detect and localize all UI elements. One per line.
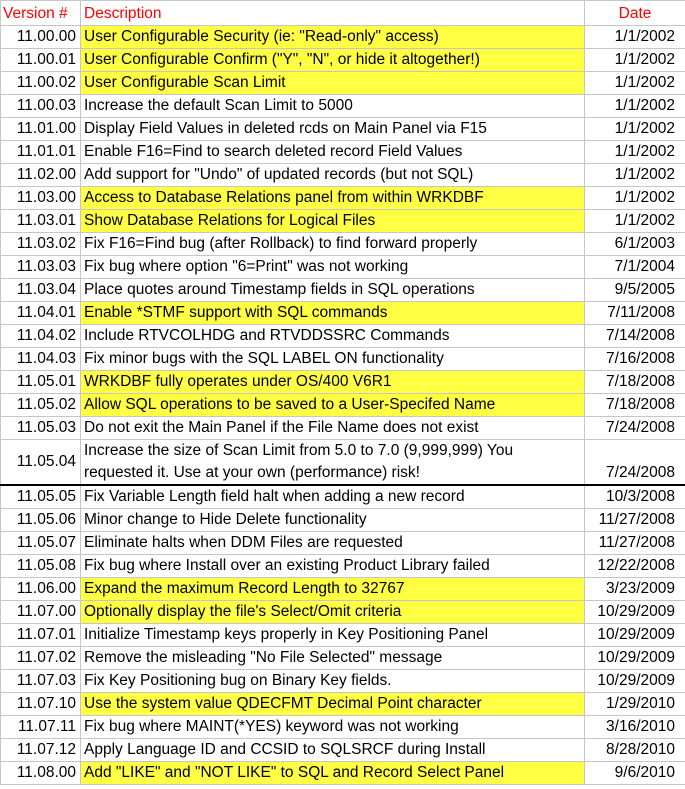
date-cell: 10/29/2009 bbox=[585, 624, 685, 647]
table-row bbox=[1, 601, 685, 624]
table-row bbox=[1, 716, 685, 739]
date-cell: 10/29/2009 bbox=[585, 601, 685, 624]
table-row bbox=[1, 256, 685, 279]
date-cell: 1/1/2002 bbox=[585, 72, 685, 95]
version-cell: 11.05.02 bbox=[1, 394, 81, 417]
table-row bbox=[1, 302, 685, 325]
version-cell: 11.00.00 bbox=[1, 26, 81, 49]
date-cell: 7/14/2008 bbox=[585, 325, 685, 348]
version-cell: 11.03.02 bbox=[1, 233, 81, 256]
description-cell: Fix bug where MAINT(*YES) keyword was not working bbox=[81, 716, 585, 739]
table-row bbox=[1, 210, 685, 233]
version-cell: 11.04.01 bbox=[1, 302, 81, 325]
date-cell: 7/18/2008 bbox=[585, 371, 685, 394]
table-row bbox=[1, 739, 685, 762]
table-row bbox=[1, 555, 685, 578]
header-date: Date bbox=[585, 1, 685, 26]
description-cell: Increase the size of Scan Limit from 5.0 to 7.0 (9,999,999) You requested it. Use at your own (performance) risk! bbox=[81, 440, 585, 486]
description-cell: Fix bug where Install over an existing Product Library failed bbox=[81, 555, 585, 578]
description-cell: WRKDBF fully operates under OS/400 V6R1 bbox=[81, 371, 585, 394]
date-cell: 11/27/2008 bbox=[585, 509, 685, 532]
description-cell: Increase the default Scan Limit to 5000 bbox=[81, 95, 585, 118]
description-cell: Expand the maximum Record Length to 32767 bbox=[81, 578, 585, 601]
date-cell: 12/22/2008 bbox=[585, 555, 685, 578]
table-row bbox=[1, 164, 685, 187]
date-cell: 10/3/2008 bbox=[585, 485, 685, 509]
table-row bbox=[1, 95, 685, 118]
version-cell: 11.00.01 bbox=[1, 49, 81, 72]
version-cell: 11.05.04 bbox=[1, 440, 81, 486]
header-row bbox=[1, 1, 685, 26]
version-cell: 11.03.04 bbox=[1, 279, 81, 302]
description-cell: Add support for "Undo" of updated records (but not SQL) bbox=[81, 164, 585, 187]
table-row bbox=[1, 49, 685, 72]
version-cell: 11.04.02 bbox=[1, 325, 81, 348]
date-cell: 1/1/2002 bbox=[585, 49, 685, 72]
version-cell: 11.03.00 bbox=[1, 187, 81, 210]
version-cell: 11.05.01 bbox=[1, 371, 81, 394]
version-cell: 11.05.05 bbox=[1, 485, 81, 509]
description-cell: Show Database Relations for Logical Files bbox=[81, 210, 585, 233]
table-row bbox=[1, 417, 685, 440]
description-cell: Allow SQL operations to be saved to a User-Specifed Name bbox=[81, 394, 585, 417]
version-cell: 11.00.03 bbox=[1, 95, 81, 118]
table-row bbox=[1, 118, 685, 141]
table-row bbox=[1, 233, 685, 256]
version-cell: 11.06.00 bbox=[1, 578, 81, 601]
date-cell: 7/1/2004 bbox=[585, 256, 685, 279]
description-cell: Fix Variable Length field halt when adding a new record bbox=[81, 485, 585, 509]
date-cell: 6/1/2003 bbox=[585, 233, 685, 256]
date-cell: 7/16/2008 bbox=[585, 348, 685, 371]
table-row bbox=[1, 187, 685, 210]
date-cell: 1/1/2002 bbox=[585, 95, 685, 118]
date-cell: 1/1/2002 bbox=[585, 26, 685, 49]
version-cell: 11.04.03 bbox=[1, 348, 81, 371]
version-cell: 11.01.00 bbox=[1, 118, 81, 141]
date-cell: 1/1/2002 bbox=[585, 164, 685, 187]
description-cell: Include RTVCOLHDG and RTVDDSSRC Commands bbox=[81, 325, 585, 348]
table-row bbox=[1, 532, 685, 555]
date-cell: 11/27/2008 bbox=[585, 532, 685, 555]
date-cell: 1/1/2002 bbox=[585, 141, 685, 164]
table-row bbox=[1, 440, 685, 486]
description-cell: Enable F16=Find to search deleted record Field Values bbox=[81, 141, 585, 164]
table-row bbox=[1, 141, 685, 164]
table-row bbox=[1, 371, 685, 394]
date-cell: 1/1/2002 bbox=[585, 187, 685, 210]
version-cell: 11.07.12 bbox=[1, 739, 81, 762]
table-row bbox=[1, 325, 685, 348]
date-cell: 3/16/2010 bbox=[585, 716, 685, 739]
description-cell: Fix F16=Find bug (after Rollback) to find forward properly bbox=[81, 233, 585, 256]
version-cell: 11.07.10 bbox=[1, 693, 81, 716]
date-cell: 10/29/2009 bbox=[585, 670, 685, 693]
date-cell: 1/29/2010 bbox=[585, 693, 685, 716]
description-cell: User Configurable Security (ie: "Read-only" access) bbox=[81, 26, 585, 49]
table-row bbox=[1, 578, 685, 601]
description-cell: Remove the misleading "No File Selected" message bbox=[81, 647, 585, 670]
description-cell: Place quotes around Timestamp fields in SQL operations bbox=[81, 279, 585, 302]
date-cell: 7/18/2008 bbox=[585, 394, 685, 417]
table-row bbox=[1, 394, 685, 417]
table-row bbox=[1, 670, 685, 693]
description-cell: Display Field Values in deleted rcds on Main Panel via F15 bbox=[81, 118, 585, 141]
date-cell: 7/11/2008 bbox=[585, 302, 685, 325]
description-cell: Apply Language ID and CCSID to SQLSRCF during Install bbox=[81, 739, 585, 762]
description-cell: Fix Key Positioning bug on Binary Key fields. bbox=[81, 670, 585, 693]
date-cell: 8/28/2010 bbox=[585, 739, 685, 762]
date-cell: 10/29/2009 bbox=[585, 647, 685, 670]
table-row bbox=[1, 647, 685, 670]
version-cell: 11.05.03 bbox=[1, 417, 81, 440]
table-body bbox=[1, 26, 685, 785]
table-row bbox=[1, 762, 685, 785]
version-cell: 11.05.08 bbox=[1, 555, 81, 578]
version-cell: 11.07.00 bbox=[1, 601, 81, 624]
version-cell: 11.03.03 bbox=[1, 256, 81, 279]
version-cell: 11.07.03 bbox=[1, 670, 81, 693]
version-cell: 11.02.00 bbox=[1, 164, 81, 187]
version-cell: 11.08.00 bbox=[1, 762, 81, 785]
date-cell: 9/6/2010 bbox=[585, 762, 685, 785]
version-cell: 11.05.07 bbox=[1, 532, 81, 555]
date-cell: 3/23/2009 bbox=[585, 578, 685, 601]
description-cell: User Configurable Scan Limit bbox=[81, 72, 585, 95]
version-cell: 11.07.01 bbox=[1, 624, 81, 647]
description-cell: Initialize Timestamp keys properly in Key Positioning Panel bbox=[81, 624, 585, 647]
description-cell: Eliminate halts when DDM Files are requested bbox=[81, 532, 585, 555]
version-cell: 11.07.11 bbox=[1, 716, 81, 739]
table-row bbox=[1, 72, 685, 95]
description-cell: Minor change to Hide Delete functionality bbox=[81, 509, 585, 532]
description-cell: Fix minor bugs with the SQL LABEL ON functionality bbox=[81, 348, 585, 371]
description-cell: Access to Database Relations panel from within WRKDBF bbox=[81, 187, 585, 210]
version-cell: 11.05.06 bbox=[1, 509, 81, 532]
table-row bbox=[1, 26, 685, 49]
description-cell: Do not exit the Main Panel if the File Name does not exist bbox=[81, 417, 585, 440]
date-cell: 1/1/2002 bbox=[585, 118, 685, 141]
table-row bbox=[1, 348, 685, 371]
description-cell: Add "LIKE" and "NOT LIKE" to SQL and Record Select Panel bbox=[81, 762, 585, 785]
date-cell: 7/24/2008 bbox=[585, 417, 685, 440]
table-row bbox=[1, 485, 685, 509]
description-cell: Use the system value QDECFMT Decimal Point character bbox=[81, 693, 585, 716]
date-cell: 1/1/2002 bbox=[585, 210, 685, 233]
table-row bbox=[1, 279, 685, 302]
date-cell: 9/5/2005 bbox=[585, 279, 685, 302]
description-cell: Optionally display the file's Select/Omit criteria bbox=[81, 601, 585, 624]
version-cell: 11.00.02 bbox=[1, 72, 81, 95]
table-row bbox=[1, 624, 685, 647]
description-cell: Fix bug where option "6=Print" was not working bbox=[81, 256, 585, 279]
table-row bbox=[1, 509, 685, 532]
description-cell: Enable *STMF support with SQL commands bbox=[81, 302, 585, 325]
description-cell: User Configurable Confirm ("Y", "N", or hide it altogether!) bbox=[81, 49, 585, 72]
table-row bbox=[1, 693, 685, 716]
date-cell: 7/24/2008 bbox=[585, 440, 685, 486]
version-cell: 11.03.01 bbox=[1, 210, 81, 233]
header-version: Version # bbox=[1, 1, 81, 26]
version-cell: 11.07.02 bbox=[1, 647, 81, 670]
version-cell: 11.01.01 bbox=[1, 141, 81, 164]
header-description: Description bbox=[81, 1, 585, 26]
